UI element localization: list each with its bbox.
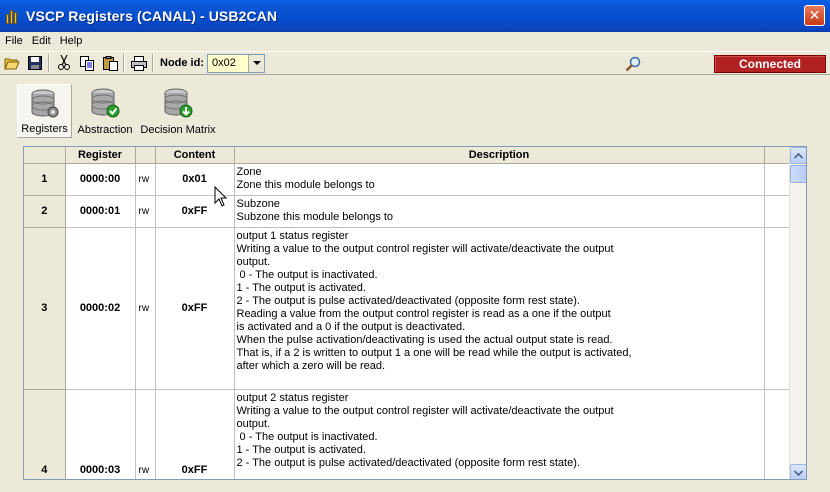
open-folder-icon [4, 56, 20, 70]
filler-cell [764, 163, 790, 195]
registers-view-label: Registers [21, 123, 68, 135]
chevron-down-icon[interactable] [248, 55, 264, 72]
menu-file[interactable]: File [5, 35, 23, 47]
scroll-up-button[interactable] [790, 147, 807, 164]
search-button[interactable] [622, 54, 644, 74]
decision-matrix-view-label: Decision Matrix [140, 124, 216, 136]
node-id-label: Node id: [160, 57, 204, 69]
access-cell: rw [135, 163, 155, 195]
scissors-icon [57, 55, 71, 71]
toolbar-separator [152, 54, 154, 72]
filler-column-header [764, 147, 790, 163]
database-arrow-icon [162, 87, 194, 119]
open-folder-button[interactable] [1, 53, 23, 73]
scroll-down-button[interactable] [790, 464, 807, 480]
database-check-icon [89, 87, 121, 119]
paste-button[interactable] [99, 53, 121, 73]
chevron-down-icon [794, 470, 803, 476]
copy-button[interactable] [76, 53, 98, 73]
chevron-up-icon [794, 153, 803, 159]
toolbar [0, 51, 830, 75]
description-cell: output 1 status register Writing a value to the output control register will activate/deactivate the output output. 0 - The output is inactivated. 1 - The output is activated. 2 - The output is pulse activated/deactivated (opposite form rest state). Reading a value from the output control register is read as a one if the output is activated and a 0 if the output is deactivated. When the pulse activation/deactivating is used the actual output state is read. That is, if a 2 is written to output 1 a one will be read while the output is activated, after which a zero will be read. [234, 227, 764, 389]
node-id-value: 0x02 [208, 55, 248, 72]
decision-matrix-view-button[interactable] [140, 84, 216, 138]
toolbar-separator [48, 54, 50, 72]
content-cell[interactable]: 0x01 [155, 163, 234, 195]
database-gear-icon [29, 88, 61, 120]
row-number[interactable]: 2 [24, 195, 65, 227]
scrollbar-thumb[interactable] [790, 165, 807, 183]
description-cell: Zone Zone this module belongs to [234, 163, 764, 195]
description-cell: Subzone Subzone this module belongs to [234, 195, 764, 227]
menu-help[interactable]: Help [59, 35, 83, 47]
filler-cell [764, 227, 790, 389]
table-row[interactable] [24, 195, 790, 227]
vertical-scrollbar[interactable] [789, 147, 806, 480]
toolbar-separator [123, 54, 125, 72]
content-column-header[interactable]: Content [155, 147, 234, 163]
save-button[interactable] [24, 53, 46, 73]
menu-edit[interactable]: Edit [31, 35, 51, 47]
print-button[interactable] [128, 53, 150, 73]
abstraction-view-button[interactable] [75, 84, 135, 138]
title-bar [0, 0, 830, 32]
content-cell[interactable]: 0xFF [155, 389, 234, 480]
access-column-header [135, 147, 155, 163]
description-cell: output 2 status register Writing a value to the output control register will activate/deactivate the output output. 0 - The output is inactivated. 1 - The output is activated. 2 - The output is pulse activated/deactivated (opposite form rest state). [234, 389, 764, 480]
window-title: VSCP Registers (CANAL) - USB2CAN [26, 8, 278, 24]
app-icon [6, 8, 20, 24]
magnifier-icon [625, 56, 641, 72]
paste-clipboard-icon [103, 56, 118, 71]
register-grid[interactable] [23, 146, 807, 480]
close-button[interactable]: ✕ [804, 5, 825, 26]
register-table [24, 147, 791, 480]
access-cell: rw [135, 227, 155, 389]
register-cell[interactable]: 0000:01 [65, 195, 135, 227]
access-cell: rw [135, 389, 155, 480]
menu-bar [0, 32, 830, 50]
row-number[interactable]: 1 [24, 163, 65, 195]
table-header-row [24, 147, 790, 163]
filler-cell [764, 195, 790, 227]
table-row[interactable] [24, 227, 790, 389]
printer-icon [131, 56, 147, 71]
access-cell: rw [135, 195, 155, 227]
content-cell[interactable]: 0xFF [155, 195, 234, 227]
view-selector [0, 76, 830, 142]
row-number[interactable]: 4 [24, 389, 65, 480]
registers-view-button[interactable] [17, 84, 72, 138]
cut-button[interactable] [53, 53, 75, 73]
filler-cell [764, 389, 790, 480]
description-column-header[interactable]: Description [234, 147, 764, 163]
abstraction-view-label: Abstraction [77, 124, 133, 136]
register-column-header[interactable]: Register [65, 147, 135, 163]
table-row[interactable] [24, 389, 790, 480]
content-cell[interactable]: 0xFF [155, 227, 234, 389]
copy-icon [80, 56, 95, 71]
table-row[interactable] [24, 163, 790, 195]
row-number-header [24, 147, 65, 163]
register-cell[interactable]: 0000:03 [65, 389, 135, 480]
connection-status-badge: Connected [714, 55, 826, 73]
node-id-select[interactable] [207, 54, 265, 73]
mouse-pointer-icon [214, 186, 228, 208]
row-number[interactable]: 3 [24, 227, 65, 389]
save-disk-icon [28, 56, 42, 70]
register-cell[interactable]: 0000:02 [65, 227, 135, 389]
register-cell[interactable]: 0000:00 [65, 163, 135, 195]
